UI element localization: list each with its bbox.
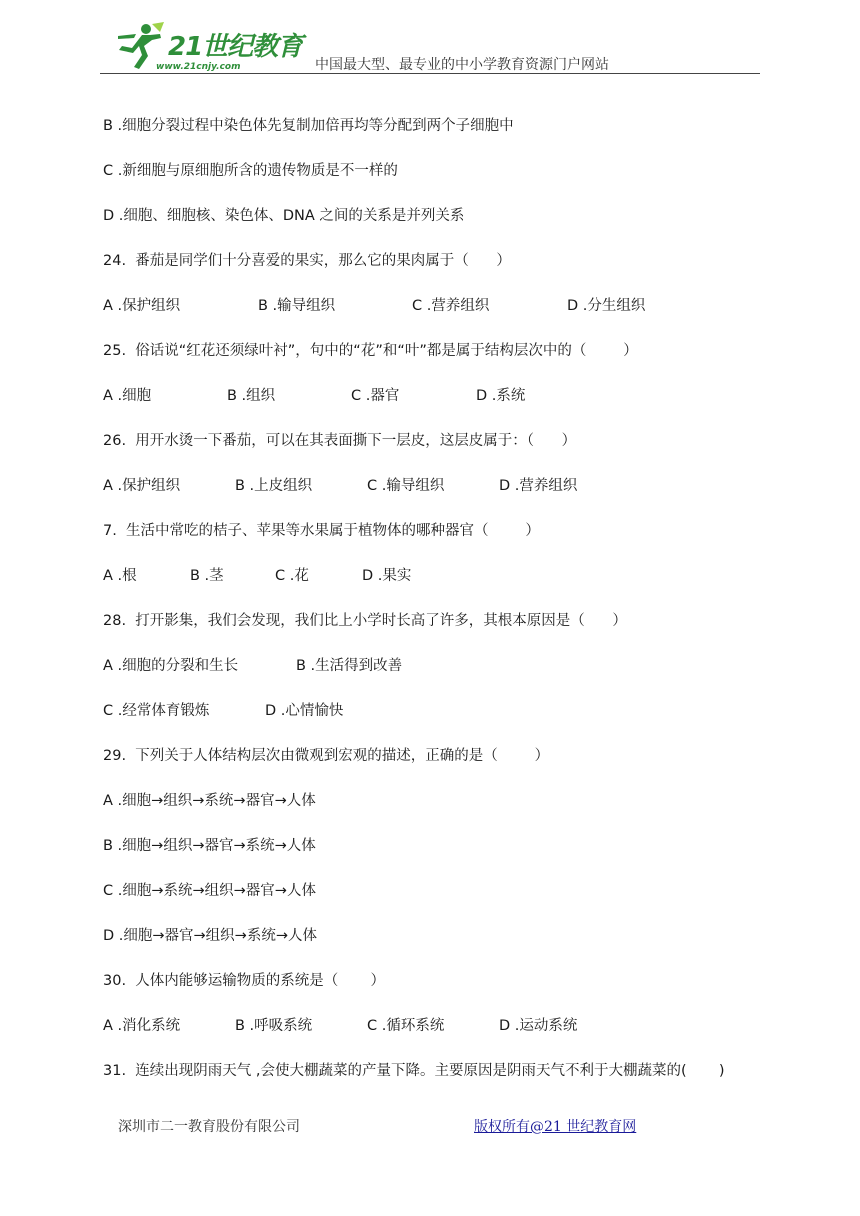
- text-line: 28. 打开影集，我们会发现，我们比上小学时长高了许多，其根本原因是（ ）: [103, 613, 627, 629]
- option-item: B .组织: [227, 388, 276, 404]
- option-item: B .呼吸系统: [235, 1018, 313, 1034]
- option-item: B .生活得到改善: [296, 658, 403, 674]
- option-item: A .保护组织: [103, 298, 181, 314]
- option-item: D .运动系统: [499, 1018, 578, 1034]
- option-item: A .保护组织: [103, 478, 181, 494]
- option-row: [103, 476, 743, 496]
- header-slogan: 中国最大型、最专业的中小学教育资源门户网站: [315, 57, 609, 73]
- header-divider: [100, 73, 760, 74]
- text-line: 29. 下列关于人体结构层次由微观到宏观的描述，正确的是（ ）: [103, 748, 550, 764]
- page-header: [100, 18, 760, 76]
- text-line: 31. 连续出现阴雨天气 ,会使大棚蔬菜的产量下降。主要原因是阴雨天气不利于大棚蔬菜的( ): [103, 1063, 725, 1079]
- option-item: B .输导组织: [258, 298, 336, 314]
- option-item: C .循环系统: [367, 1018, 445, 1034]
- logo-title: 21世纪教育: [168, 32, 303, 62]
- text-line: 25. 俗话说“红花还须绿叶衬”，句中的“花”和“叶”都是属于结构层次中的（ ）: [103, 343, 638, 359]
- text-line: C .新细胞与原细胞所含的遗传物质是不一样的: [103, 163, 398, 179]
- text-line: D .细胞、细胞核、染色体、DNA 之间的关系是并列关系: [103, 208, 465, 224]
- option-item: A .细胞: [103, 388, 152, 404]
- option-row: [103, 386, 743, 406]
- option-item: C .营养组织: [412, 298, 490, 314]
- option-item: B .上皮组织: [235, 478, 313, 494]
- text-line: D .细胞→器官→组织→系统→人体: [103, 928, 317, 944]
- footer-company: 深圳市二一教育股份有限公司: [118, 1119, 300, 1135]
- option-item: C .输导组织: [367, 478, 445, 494]
- text-line: A .细胞→组织→系统→器官→人体: [103, 793, 316, 809]
- text-line: 26. 用开水烫一下番茄，可以在其表面撕下一层皮，这层皮属于：（ ）: [103, 433, 577, 449]
- option-row: [103, 566, 743, 586]
- option-item: D .系统: [476, 388, 526, 404]
- option-item: C .经常体育锻炼: [103, 703, 210, 719]
- option-item: D .营养组织: [499, 478, 578, 494]
- option-item: A .细胞的分裂和生长: [103, 658, 239, 674]
- text-line: C .细胞→系统→组织→器官→人体: [103, 883, 316, 899]
- text-line: B .细胞→组织→器官→系统→人体: [103, 838, 316, 854]
- option-item: D .心情愉快: [265, 703, 344, 719]
- option-item: A .消化系统: [103, 1018, 181, 1034]
- option-row: [103, 656, 743, 676]
- logo-url: www.21cnjy.com: [156, 62, 241, 72]
- option-item: A .根: [103, 568, 137, 584]
- option-item: D .果实: [362, 568, 412, 584]
- footer-copyright-link[interactable]: 版权所有@21 世纪教育网: [474, 1119, 637, 1135]
- option-item: C .器官: [351, 388, 400, 404]
- logo: [106, 22, 306, 76]
- text-line: 7. 生活中常吃的桔子、苹果等水果属于植物体的哪种器官（ ）: [103, 523, 540, 539]
- option-item: B .茎: [190, 568, 224, 584]
- option-row: [103, 1016, 743, 1036]
- option-item: D .分生组织: [567, 298, 646, 314]
- text-line: 24. 番茄是同学们十分喜爱的果实，那么它的果肉属于（ ）: [103, 253, 511, 269]
- text-line: 30. 人体内能够运输物质的系统是（ ）: [103, 973, 386, 989]
- option-row: [103, 701, 743, 721]
- option-row: [103, 296, 743, 316]
- text-line: B .细胞分裂过程中染色体先复制加倍再均等分配到两个子细胞中: [103, 118, 514, 134]
- option-item: C .花: [275, 568, 309, 584]
